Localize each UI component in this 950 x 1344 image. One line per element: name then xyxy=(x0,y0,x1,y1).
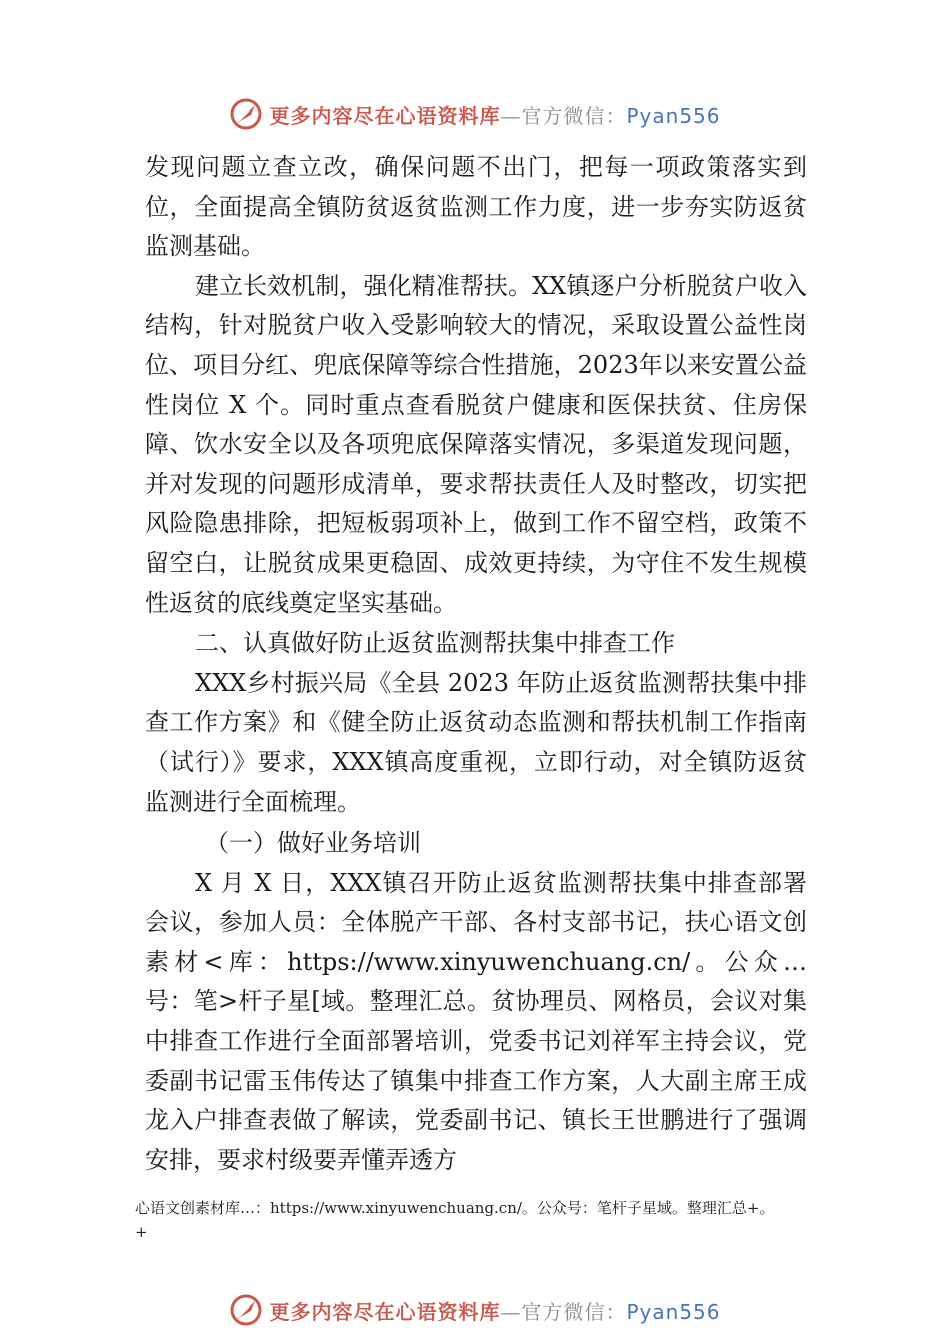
banner-wechat-id: Pyan556 xyxy=(626,103,721,128)
paragraph: XXX乡村振兴局《全县 2023 年防止返贫监测帮扶集中排查工作方案》和《健全防止返贫动态监测和帮扶机制工作指南（试行）》要求，XXX镇高度重视，立即行动，对全镇防返贫监测进行全面梳理。 xyxy=(145,668,807,816)
footnote xyxy=(135,1196,855,1244)
paragraph: X 月 X 日，XXX镇召开防止返贫监测帮扶集中排查部署会议，参加人员：全体脱产干部、各村支部书记，扶心语文创素材<库：https://www.xinyuwenchuang.cn/。公众…号：笔>杆子星[域。整理汇总。贫协理员、网格员，会议对集中排查工作进行全面部署培训，党委书记刘祥军主持会议，党委副书记雷玉伟传达了镇集中排查工作方案，人大副主席王成龙入户排查表做了解读，党委副书记、镇长王世鹏进行了强调安排，要求村级要弄懂弄透方 xyxy=(145,868,807,1174)
footnote-line: 心语文创素材库…：https://www.xinyuwenchuang.cn/。公众号：笔杆子星域。整理汇总+。 xyxy=(135,1199,775,1217)
banner-wechat-label: 官方微信： xyxy=(521,103,627,128)
banner-dash: — xyxy=(500,1299,522,1324)
feather-logo-icon xyxy=(229,97,263,131)
paragraph: 发现问题立查立改，确保问题不出门，把每一项政策落实到位，全面提高全镇防贫返贫监测工作力度，进一步夯实防返贫监测基础。 xyxy=(145,153,807,261)
banner-text xyxy=(269,100,720,129)
footnote-line: + xyxy=(135,1223,148,1241)
banner-brand: 更多内容尽在心语资料库 xyxy=(269,103,501,128)
banner-wechat-label: 官方微信： xyxy=(521,1299,627,1324)
subsection-heading: （一）做好业务培训 xyxy=(205,829,421,858)
banner-brand: 更多内容尽在心语资料库 xyxy=(269,1299,501,1324)
feather-logo-icon xyxy=(229,1293,263,1327)
banner-dash: — xyxy=(500,103,522,128)
banner-wechat-id: Pyan556 xyxy=(626,1299,721,1324)
paragraph: 建立长效机制，强化精准帮扶。XX镇逐户分析脱贫户收入结构，针对脱贫户收入受影响较大的情况，采取设置公益性岗位、项目分红、兜底保障等综合性措施，2023年以来安置公益性岗位 X 个。同时重点查看脱贫户健康和医保扶贫、住房保障、饮水安全以及各项兜底保障落实情况，多渠道发现问题，并对发现的问题形成清单，要求帮扶责任人及时整改，切实把风险隐患排除，把短板弱项补上，做到工作不留空档，政策不留空白，让脱贫成果更稳固、成效更持续，为守住不发生规模性返贫的底线奠定坚实基础。 xyxy=(145,271,807,617)
section-heading: 二、认真做好防止返贫监测帮扶集中排查工作 xyxy=(195,629,675,658)
footer-banner xyxy=(0,1290,950,1330)
document-body xyxy=(145,148,807,1180)
banner-text xyxy=(269,1296,720,1325)
header-banner xyxy=(0,94,950,134)
